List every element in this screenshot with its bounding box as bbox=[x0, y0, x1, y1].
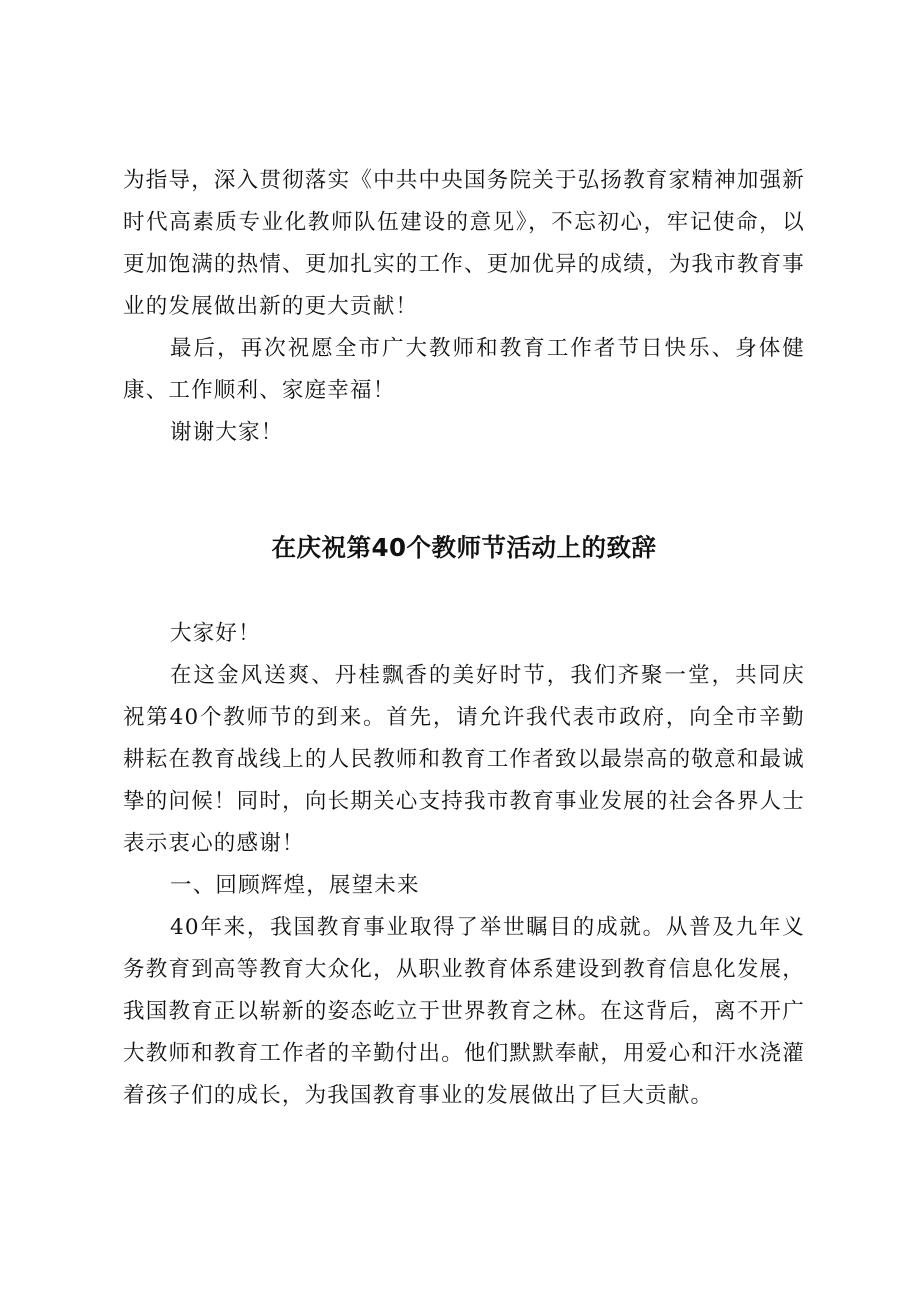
previous-speech-closing-paragraph: 为指导，深入贯彻落实《中共中央国务院关于弘扬教育家精神加强新时代高素质专业化教师队伍建设的意见》，不忘初心，牢记使命，以更加饱满的热情、更加扎实的工作、更加优异的成绩，为我市教育事业的发展做出新的更大贡献！ bbox=[123, 168, 805, 319]
speech-opening-paragraph: 在这金风送爽、丹桂飘香的美好时节，我们齐聚一堂，共同庆祝第40个教师节的到来。首先，请允许我代表市政府，向全市辛勤耕耘在教育战线上的人民教师和教育工作者致以最崇高的敬意和最诚挚的问候！同时，向长期关心支持我市教育事业发展的社会各界人士表示衷心的感谢！ bbox=[123, 663, 805, 856]
speech-title: 在庆祝第40个教师节活动上的致辞 bbox=[271, 533, 657, 562]
previous-speech-wishes-paragraph: 最后，再次祝愿全市广大教师和教育工作者节日快乐、身体健康、工作顺利、家庭幸福！ bbox=[123, 336, 805, 403]
previous-speech-thanks-line: 谢谢大家！ bbox=[170, 420, 284, 445]
section-heading-review-and-outlook: 一、回顾辉煌，展望未来 bbox=[170, 873, 420, 898]
speech-achievements-paragraph: 40年来，我国教育事业取得了举世瞩目的成就。从普及九年义务教育到高等教育大众化，从职业教育体系建设到教育信息化发展，我国教育正以崭新的姿态屹立于世界教育之林。在这背后，离不开广大教师和教育工作者的辛勤付出。他们默默奉献，用爱心和汗水浇灌着孩子们的成长，为我国教育事业的发展做出了巨大贡献。 bbox=[123, 915, 805, 1108]
speech-greeting: 大家好！ bbox=[170, 621, 261, 646]
